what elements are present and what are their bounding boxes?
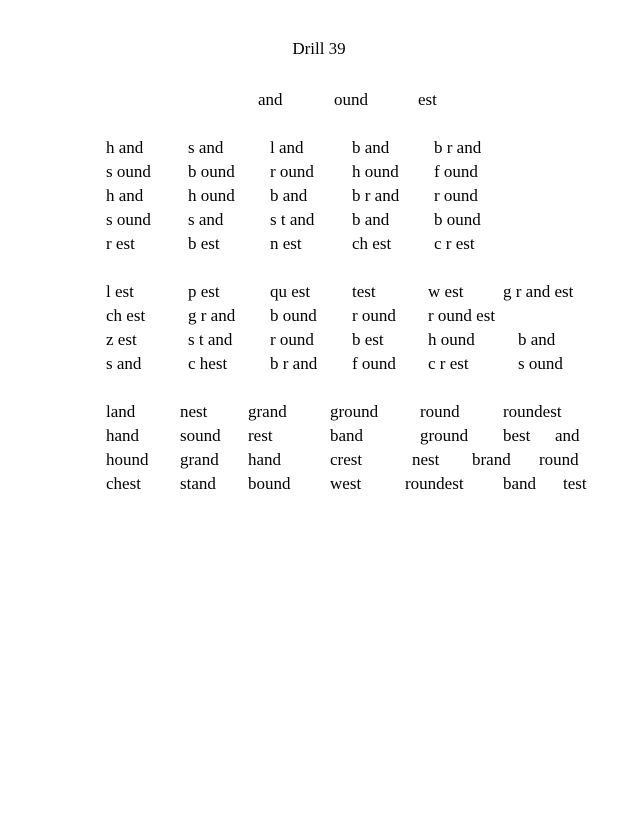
word: h and bbox=[106, 186, 144, 205]
word-row bbox=[0, 448, 638, 472]
word: band bbox=[503, 474, 537, 493]
pattern-and: and bbox=[258, 90, 283, 109]
word: nest bbox=[412, 450, 440, 469]
word: hound bbox=[106, 450, 149, 469]
pattern-ound: ound bbox=[334, 90, 368, 109]
word: s ound bbox=[518, 354, 563, 373]
word: s t and bbox=[270, 210, 315, 229]
word: test bbox=[563, 474, 587, 493]
word: b and bbox=[270, 186, 308, 205]
word: r ound est bbox=[428, 306, 496, 325]
word-row bbox=[0, 280, 638, 304]
word: grand bbox=[248, 402, 287, 421]
word: test bbox=[352, 282, 376, 301]
word: round bbox=[539, 450, 579, 469]
word: best bbox=[503, 426, 531, 445]
word: b r and bbox=[352, 186, 400, 205]
word: b ound bbox=[188, 162, 235, 181]
word-row bbox=[0, 136, 638, 160]
word: p est bbox=[188, 282, 220, 301]
word: b and bbox=[518, 330, 556, 349]
word: ground bbox=[330, 402, 379, 421]
page-title: Drill 39 bbox=[292, 39, 346, 58]
word: r est bbox=[106, 234, 135, 253]
word: nest bbox=[180, 402, 208, 421]
word: h ound bbox=[352, 162, 399, 181]
word: b r and bbox=[270, 354, 318, 373]
word: hand bbox=[248, 450, 282, 469]
word: l and bbox=[270, 138, 304, 157]
word: h ound bbox=[188, 186, 235, 205]
section-whole-words bbox=[0, 400, 638, 496]
word: stand bbox=[180, 474, 216, 493]
word: rest bbox=[248, 426, 273, 445]
word: r ound bbox=[270, 330, 314, 349]
word: s and bbox=[188, 210, 224, 229]
pattern-est: est bbox=[418, 90, 437, 109]
word: s and bbox=[106, 354, 142, 373]
word-row bbox=[0, 352, 638, 376]
word: r ound bbox=[270, 162, 314, 181]
word: l est bbox=[106, 282, 134, 301]
word: roundest bbox=[405, 474, 464, 493]
word: b ound bbox=[270, 306, 317, 325]
word: west bbox=[330, 474, 362, 493]
word-row bbox=[0, 184, 638, 208]
word: roundest bbox=[503, 402, 562, 421]
word: band bbox=[330, 426, 364, 445]
pattern-row bbox=[0, 88, 638, 112]
word: ground bbox=[420, 426, 469, 445]
word-row bbox=[0, 424, 638, 448]
word: brand bbox=[472, 450, 511, 469]
word: f ound bbox=[434, 162, 478, 181]
word: round bbox=[420, 402, 460, 421]
word: f ound bbox=[352, 354, 396, 373]
word-row bbox=[0, 472, 638, 496]
word: s and bbox=[188, 138, 224, 157]
word: ch est bbox=[106, 306, 146, 325]
word: w est bbox=[428, 282, 464, 301]
word: r ound bbox=[434, 186, 478, 205]
word: qu est bbox=[270, 282, 311, 301]
word-row bbox=[0, 328, 638, 352]
word: h and bbox=[106, 138, 144, 157]
word: g r and est bbox=[503, 282, 574, 301]
word: r ound bbox=[352, 306, 396, 325]
word: g r and bbox=[188, 306, 236, 325]
word: b r and bbox=[434, 138, 482, 157]
word: b and bbox=[352, 138, 390, 157]
word: c hest bbox=[188, 354, 228, 373]
word: n est bbox=[270, 234, 302, 253]
word: s ound bbox=[106, 162, 151, 181]
word-row bbox=[0, 160, 638, 184]
word: and bbox=[555, 426, 580, 445]
word: b est bbox=[352, 330, 384, 349]
word: ch est bbox=[352, 234, 392, 253]
word: sound bbox=[180, 426, 221, 445]
word: hand bbox=[106, 426, 140, 445]
word: chest bbox=[106, 474, 141, 493]
word-row bbox=[0, 208, 638, 232]
word: grand bbox=[180, 450, 219, 469]
word: s t and bbox=[188, 330, 233, 349]
word-row bbox=[0, 232, 638, 256]
word: h ound bbox=[428, 330, 475, 349]
word: b ound bbox=[434, 210, 481, 229]
word: land bbox=[106, 402, 136, 421]
word: c r est bbox=[428, 354, 469, 373]
word: c r est bbox=[434, 234, 475, 253]
word: b and bbox=[352, 210, 390, 229]
word: bound bbox=[248, 474, 291, 493]
word: b est bbox=[188, 234, 220, 253]
word: crest bbox=[330, 450, 363, 469]
word-row bbox=[0, 400, 638, 424]
word-row bbox=[0, 304, 638, 328]
word: s ound bbox=[106, 210, 151, 229]
section-split-words-2 bbox=[0, 280, 638, 376]
word: z est bbox=[106, 330, 137, 349]
section-split-words-1 bbox=[0, 136, 638, 256]
